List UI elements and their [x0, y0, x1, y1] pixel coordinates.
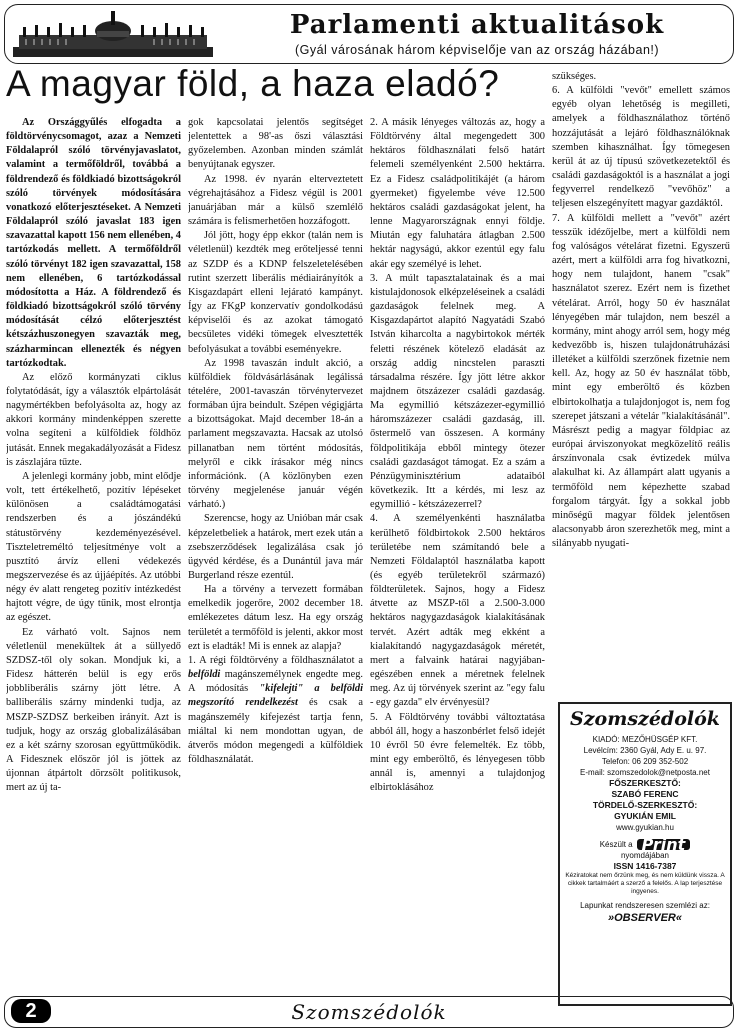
numbered-point-5: 5. A Földtörvény további változtatása abból áll, hogy a haszonbérlet felső idejét 10 évről 50 évre felemelték. Ez több, mint egy emberöltő, és lényegesen több annál is, amennyi a tulajdonjog elbirtoklásához	[370, 711, 545, 794]
imprint-box	[558, 702, 732, 1006]
imprint-line: FŐSZERKESZTŐ:	[609, 778, 681, 788]
footer-banner	[4, 996, 734, 1028]
imprint-line: Levélcím: 2360 Gyál, Ady E. u. 97.	[583, 746, 707, 755]
article-column-4	[552, 70, 730, 700]
paragraph: Szerencse, hogy az Unióban már csak képzeletbeliek a határok, mert ezek után a zsebszerződések legalizálása csak jó ügyvéd kérdése, és a Dunántúl java már Burgerland része ezentúl.	[188, 513, 363, 581]
imprint-line: KIADÓ: MEZŐHÜSGÉP KFT.	[592, 735, 698, 744]
emphasis: belföldi	[188, 669, 221, 681]
observer-logo: »OBSERVER«	[608, 912, 682, 924]
imprint-website: www.gyukian.hu	[616, 823, 674, 832]
paragraph: Az 1998. év nyarán elterveztetett végrehajtásához a Fidesz végül is 2001 januárjában már a külső szemlélő számára is felismerhetően hozzáfogott.	[188, 173, 363, 228]
numbered-point-7: 7. A külföldi mellett a "vevőt" azért tesszük idézőjelbe, mert a külföldi nem fog valóságos vételárat fizetni. Egyszerű azért, mert a külföldi arra fog hivatkozni, hogy nem tulajdont, hanem "csak" használatot szerez. Ezért nem is fizethet vételárat. Arról, hogy 50 év használat lényegében már tulajdon, nem beszél a kormány, mint ahogy arról sem, hogy még kedvezőbb is, hiszen tulajdonátruházási illetéket a külföldi szerzőnek fizetnie nem kell. Az, hogy az 50 év használat több, mint egy emberöltő és közben elbirtokolhatja a tulajdonjogot is, nem fog szerepet játszani a vételár "kialakításánál". Másrészt pedig a magyar földpiac az európai árviszonyokat megközelítő reális árszínvonala csak évtizedek múlva alakulhat ki. Az állampárt alatt ugyanis a termőföld nem képezhette szabad forgalom tárgyát. Így a sokkal jobb minőségű magyar földek jelentősen alacsonyabb áron szerezhetők meg, mint a silányabb nyugati-	[552, 212, 730, 550]
imprint-line: TÖRDELŐ-SZERKESZTŐ:	[592, 800, 698, 810]
paragraph: szükséges.	[552, 71, 597, 82]
paragraph: Az előző kormányzati ciklus folytatódását, így a választók elpártolását nagymértékben befolyásolta az, hogy az akkori kormány mindenképpen szerette volna segíteni a külföldiek földhöz jutását. Ennek megakadályozását a Fidesz is zászlajára tűzte.	[6, 371, 181, 468]
text-run: magánszemélynek engedte meg. A módosítás	[188, 669, 363, 695]
paragraph: Ez várható volt. Sajnos nem véletlenül menekültek át a süllyedő SZDSZ-től oly sokan. Mondjuk ki, a Fidesz hátterén belül is egy erős jobbliberális szárny jött létre. A balliberális szárny mindenki tudja, az MSZP-SZDSZ berkeiben irányít. Azt is tudjuk, hogy az ország globalizálásában ez a két szárny szorosan együttműködik. A Fidesznek először jól is jöttek az újonnan átpártolt dörzsölt politikusok, mert az új ta-	[6, 626, 181, 794]
numbered-point-1	[188, 654, 363, 767]
paragraph: Jól jött, hogy épp ekkor (talán nem is véletlenül) kezdték meg erőteljessé tenni az SZDP és a KDNP felszeletelésében rutint szerzett liberális médiairányítók a Kisgazdapárt elleni lejárató kampányt. Így az FKgP konzervatív gondolkodású képviselői és az azokat támogató becsületes vidéki tömegek elvesztették befolyásukat a további eseményekre.	[188, 230, 363, 355]
parliament-building-image	[13, 9, 213, 59]
text-run: 1. A régi földtörvény a földhasználatot a	[188, 654, 363, 666]
article-column-2	[188, 116, 363, 996]
issn: ISSN 1416-7387	[613, 861, 677, 871]
numbered-point-4: 4. A személyenkénti használatba kerülhető földbirtokok 2.500 hektáros területébe nem számítandó bele a Nemzeti Földalaptól használatba kapott (és egyéb területekről származó) földterületek. Sajnos, hogy a Fidesz átvette az MSZP-től a 2.500-3.000 hektáros nagygazdaságok kialakításának tervét. Azért adták meg ekként a kialakítandó nagygazdaságok méretét, mert a falvaink határai nagyjában-egészében ennek a méretnek felelnek meg. Az új törvények szerint az "egy falu - egy gazda" elv érvényesül?	[370, 513, 545, 709]
paragraph: Ha a törvény a tervezett formában emelkedik jogerőre, 2002 december 18. emlékezetes dátum lesz. Ha egy ország területét a termőföld is jelenti, akkor most ezt is eladták! Mi is ennek az alapja?	[188, 584, 363, 652]
section-subtitle: (Gyál városának három képviselője van az ország házában!)	[294, 43, 660, 57]
printer-sub: nyomdájában	[620, 851, 670, 860]
article-headline: A magyar föld, a haza eladó?	[6, 63, 500, 104]
paragraph: gok kapcsolatai jelentős segítséget jelentettek a 98'-as őszi választási győzelemben. Azonban minden számlát benyújtanak egyszer.	[188, 117, 363, 171]
imprint-line: SZABÓ FERENC	[611, 789, 679, 799]
article-lead-paragraph: Az Országgyűlés elfogadta a földtörvénycsomagot, azaz a Nemzeti Földalapról szóló törvényjavaslatot, valamint a termőföldről, továbbá a földrendező és földkiadó bizottságokról szóló törvények módosítására vonatkozó előterjesztéseket. A Nemzeti Földalapról szóló javaslat 183 igen szavazattal kapott 156 nem ellenében, 4 tartózkodás mellett. A termőföldről szóló törvényt 182 igen szavazattal, 158 nem ellenében, 6 tartózkodással módosította a Ház. A földrendező és földkiadó bizottságokról szóló törvény módosítását célzó előterjesztést kétszázhuszonegyen szavazták meg, százharmincan ellenezték és négyen tartózkodtak.	[6, 117, 181, 369]
numbered-point-2: 2. A másik lényeges változás az, hogy a Földtörvény által megengedett 300 hektáros földhasználati felső határt felemeli személyenként 2.500 hektárra. Ez a Fidesz családpolitikájét (a három gyermeket) figyelembe véve 12.500 hektáros családi gazdaságokat jelent, ha lenne Magyarországnak ennyi földje. Miután egy faluhatára átlagban 2.500 hektár nagyságú, akkor ezentúl egy falu akár egy személyé is lehet.	[370, 117, 545, 270]
imprint-email: E-mail: szomszedolok@netposta.net	[580, 768, 710, 777]
printer-row	[560, 835, 730, 854]
imprint-line: GYUKIÁN EMIL	[614, 811, 676, 821]
footer-title: Szomszédolók	[291, 1000, 447, 1024]
disclaimer: Kéziratokat nem őrzünk meg, és nem küldünk vissza. A cikkek tartalmáért a szerző a felelős. A lap terjesztése ingyenes.	[565, 872, 725, 895]
imprint-logo: Szomszédolók	[570, 708, 720, 730]
imprint-line: Telefon: 06 209 352-502	[601, 757, 689, 766]
paragraph: A jelenlegi kormány jobb, mint elődje volt, tett értékelhető, pozitív lépéseket különösen a családtámogatási rendszerben és a jószándékú státustörvény kezdeményezésével. Tiszteletreméltó teljesítménye volt a pusztító árvíz elleni védekezés megszervezése és az újjáépítés. Az utóbbi négy év alatt rengeteg pozitív intézkedést hajtott végre, de úgy tűnik, most elrontja az egészet.	[6, 470, 181, 624]
text-run: és csak a magánszemély kifejezést tartja fenn, miáltal ki nem mondottan ugyan, de átverős módon megengedi a külföldiek földhasználatát.	[188, 697, 363, 766]
paragraph: Az 1998 tavaszán indult akció, a külföldiek földvásárlásának legálissá tételére, 2001-tavaszán törvénytervezet formában újra beindult. Szépen végigjárta a bizottságokat. Majd december 18-án a parlament megszavazta. Hacsak az utolsó pillanatban nem történt módosítás, melyről e cikk írásakor még nincs információnk. (A közlönyben ezen törvény megjelenése január végén várható.)	[188, 357, 363, 511]
article-column-1	[6, 116, 181, 996]
numbered-point-3: 3. A múlt tapasztalatainak és a mai kistulajdonosok elképzeléseinek a családi gazdaságok felelnek meg. A Kisgazdapártot alapító Nagyatádi Szabó István kiharcolta a nagybirtokok mérték feletti részének kötelező eladását az ország addig nincstelen paraszti társadalma részére. Így jött létre akkor majdnem ötszázezer családi gazdaság. Ma egymillió kétszázezer-egymillió háromszázezer családi gazdaság, ill. őstermelő van összesen. A kormány földpolitikája ebből mintegy ötezer családi gazdaságot támogat. Ez a szám a Pénzügyminisztérium adataiból következik. Itt a kérdés, mi lesz az egymillió - kétszázezerrel?	[370, 272, 545, 511]
page-number: 2	[11, 999, 51, 1023]
header-banner	[4, 4, 734, 64]
made-by-label: Készült a	[599, 840, 633, 849]
article-column-3	[370, 116, 545, 996]
monitor-label: Lapunkat rendszeresen szemlézi az:	[580, 901, 710, 910]
print-logo: Print	[637, 839, 691, 850]
section-title: Parlamenti aktualitások	[289, 10, 665, 40]
emphasis: "kifelejti" a belföldi megszorító rendelkezést	[188, 683, 363, 709]
numbered-point-6: 6. A külföldi "vevőt" emellett számos egyéb olyan lehetőség is megilleti, amelyek a földhasználathoz történő hozzájutását a lejáró földhasználóknak szemben kihasználhat. Így tömegesen kerül át az új típusú szövetkezetektől és családi gazdaságoktól is a használat a jogi fegyverrel rendelkező "vevőhöz" a teljesen elszegényített magyar gazdáktól.	[552, 85, 730, 210]
